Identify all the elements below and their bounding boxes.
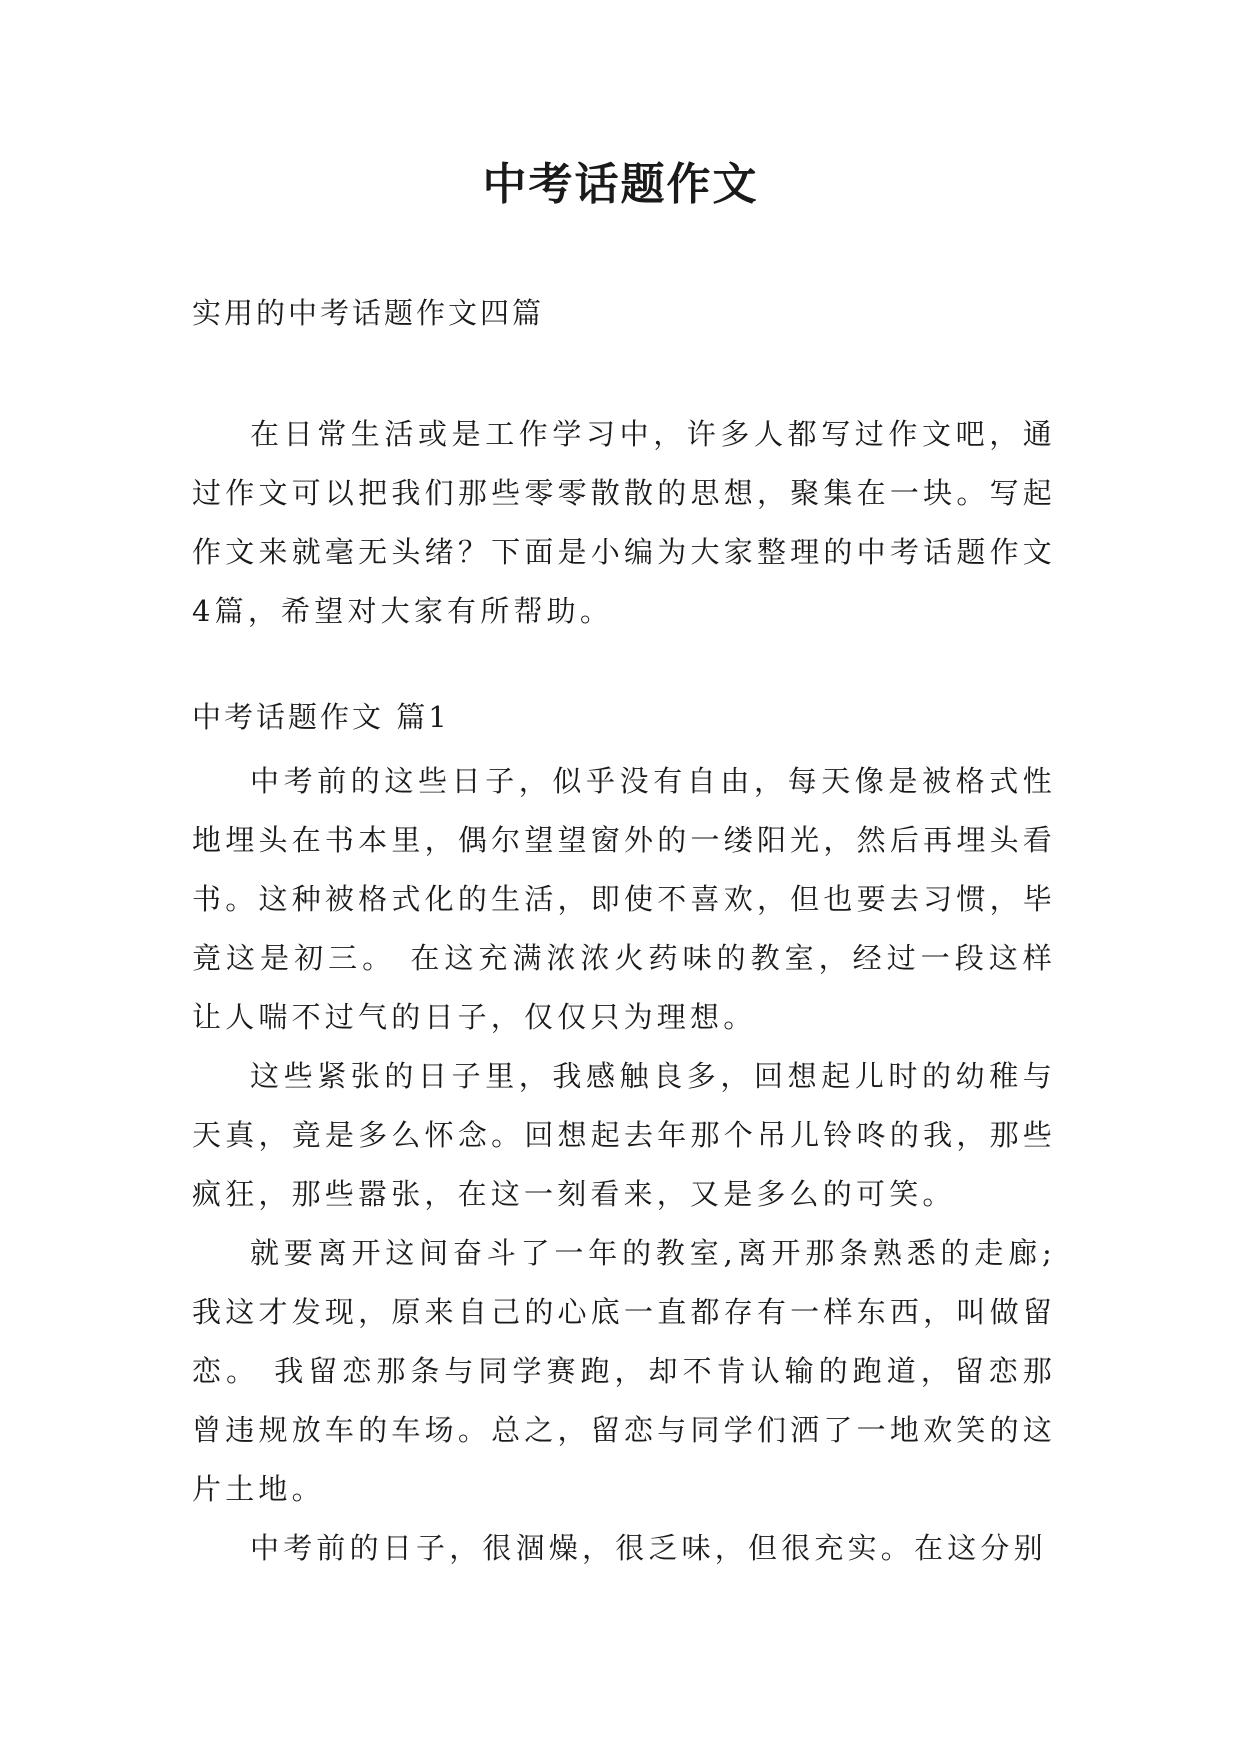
essay-body bbox=[192, 752, 1056, 1578]
intro-block bbox=[192, 405, 1056, 641]
document-subtitle: 实用的中考话题作文四篇 bbox=[192, 296, 545, 330]
essay-paragraph: 这些紧张的日子里，我感触良多，回想起儿时的幼稚与天真，竟是多么怀念。回想起去年那个吊儿铃咚的我，那些疯狂，那些嚣张，在这一刻看来，又是多么的可笑。 bbox=[192, 1059, 1056, 1211]
essay-paragraph: 中考前的日子，很涸燥，很乏味，但很充实。在这分别 bbox=[250, 1531, 1047, 1565]
section-heading: 中考话题作文 篇1 bbox=[192, 700, 450, 734]
essay-paragraph: 就要离开这间奋斗了一年的教室,离开那条熟悉的走廊;我这才发现，原来自己的心底一直都存有一样东西，叫做留恋。 我留恋那条与同学赛跑，却不肯认输的跑道，留恋那曾违规放车的车场。总之，留恋与同学们洒了一地欢笑的这片土地。 bbox=[192, 1236, 1056, 1506]
document-title: 中考话题作文 bbox=[482, 159, 759, 210]
essay-paragraph: 中考前的这些日子，似乎没有自由，每天像是被格式性地埋头在书本里，偶尔望望窗外的一缕阳光，然后再埋头看书。这种被格式化的生活，即使不喜欢，但也要去习惯，毕竟这是初三。 在这充满浓浓火药味的教室，经过一段这样让人喘不过气的日子，仅仅只为理想。 bbox=[192, 764, 1056, 1034]
intro-paragraph: 在日常生活或是工作学习中，许多人都写过作文吧，通过作文可以把我们那些零零散散的思想，聚集在一块。写起作文来就毫无头绪？下面是小编为大家整理的中考话题作文4篇，希望对大家有所帮助。 bbox=[192, 417, 1056, 628]
